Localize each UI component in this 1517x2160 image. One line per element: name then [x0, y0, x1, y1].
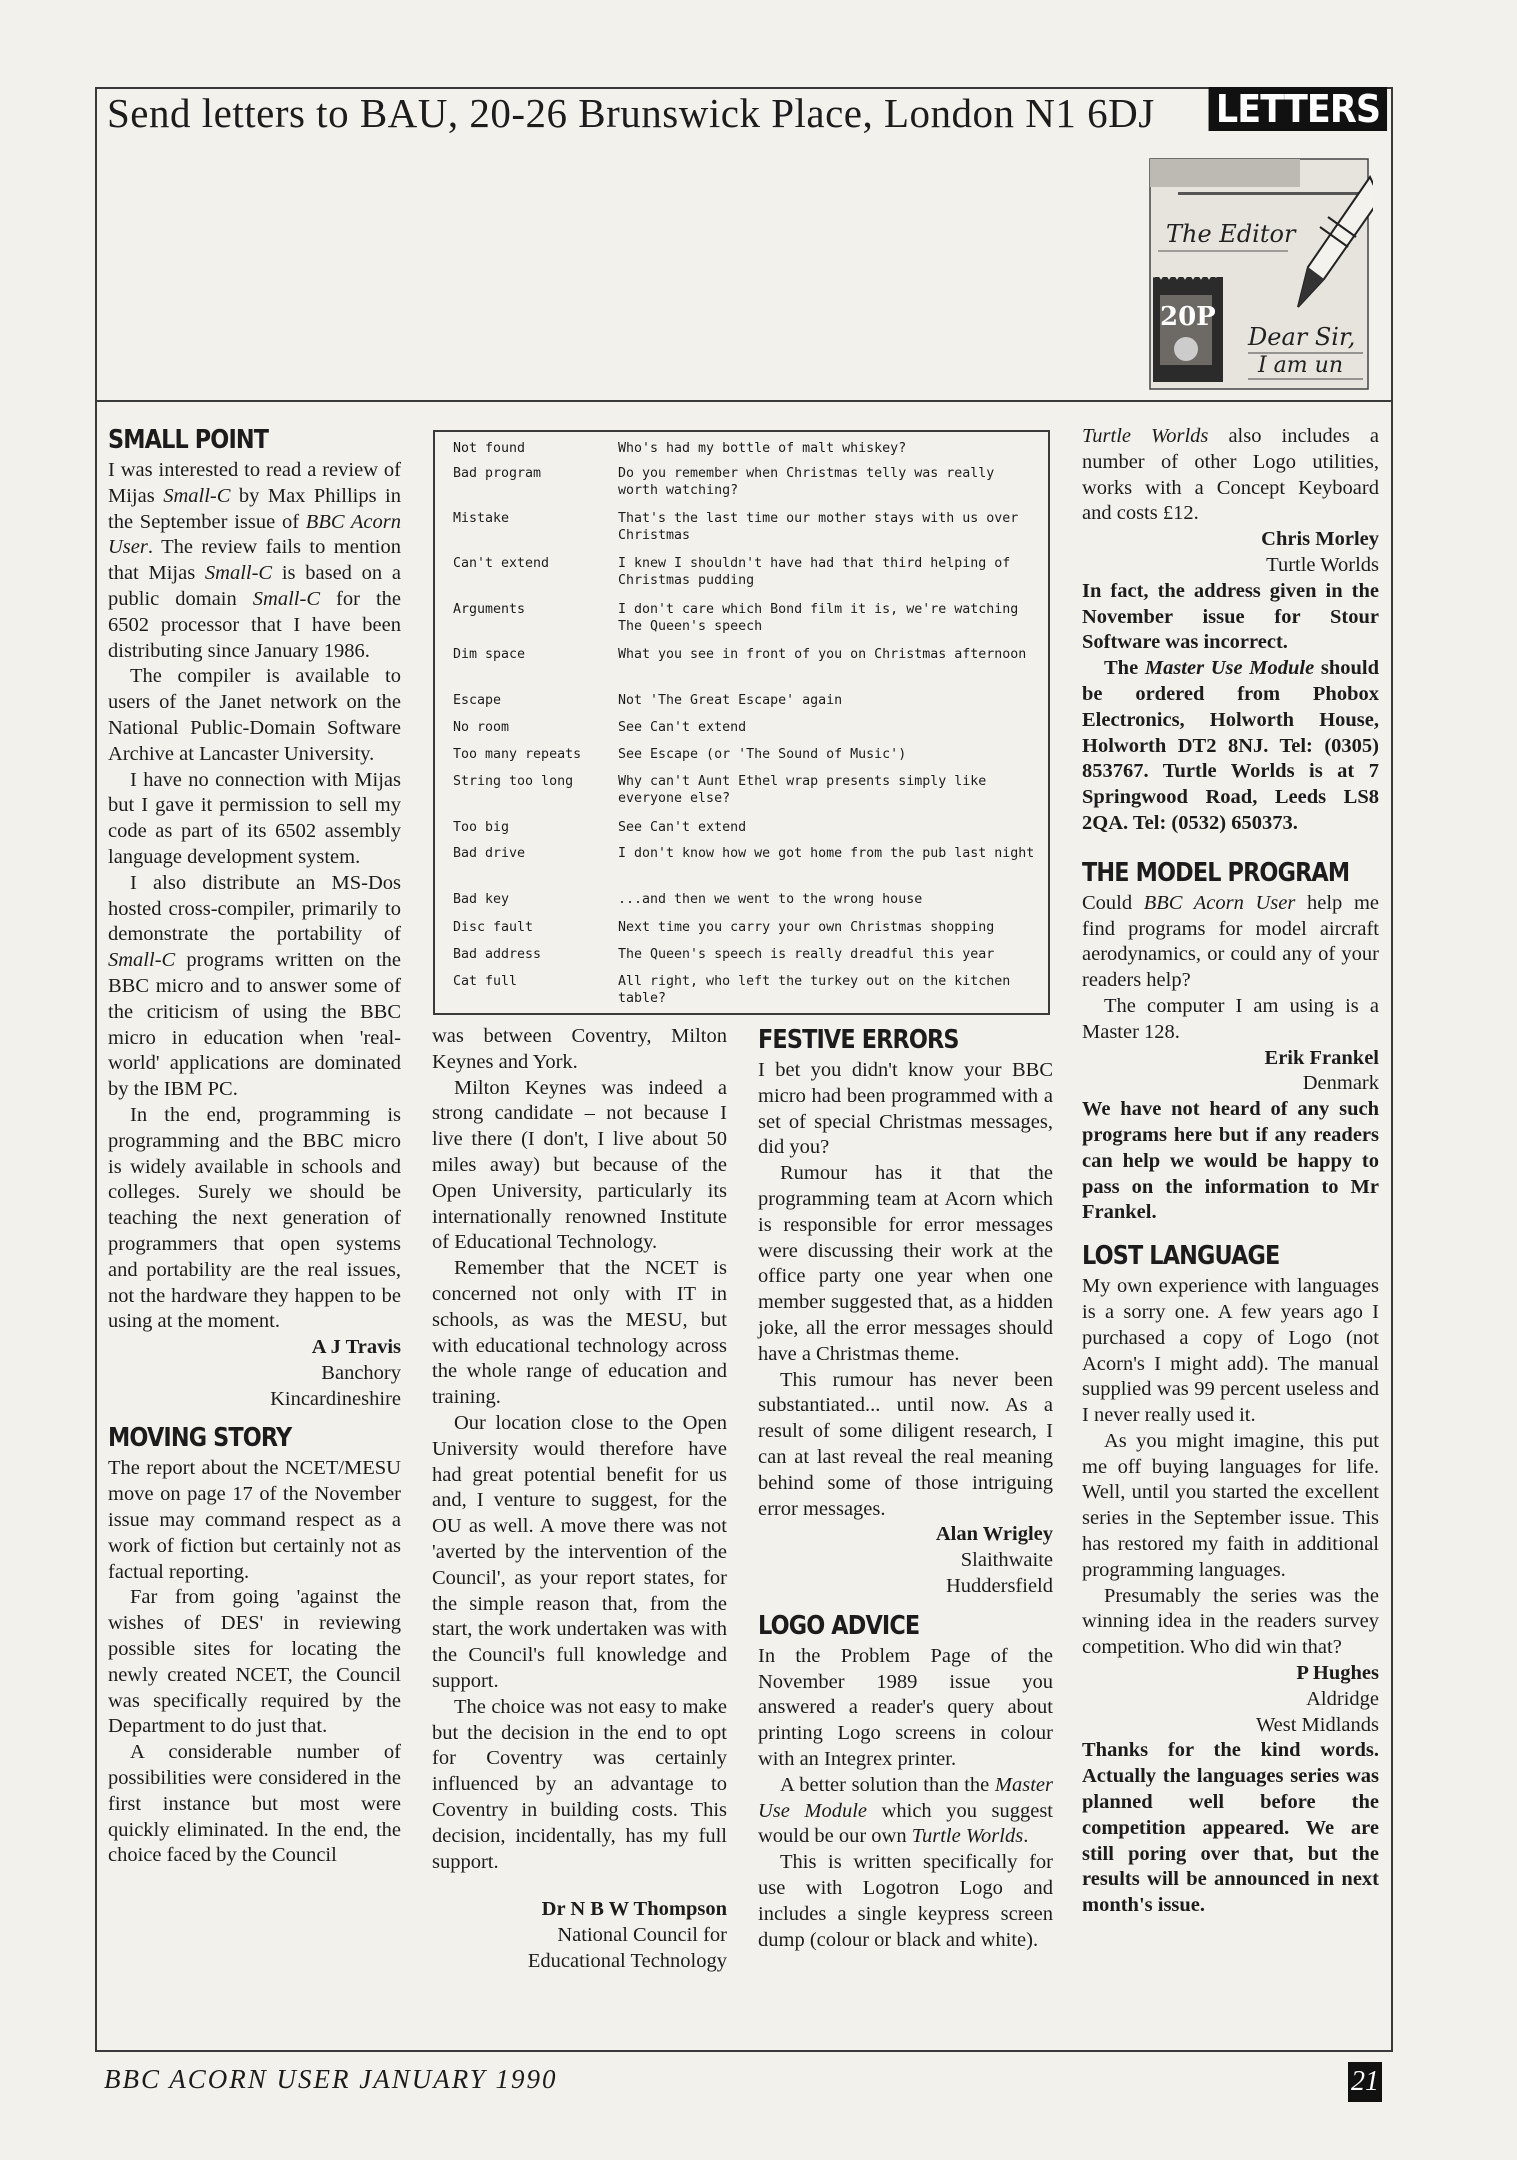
- page-number: 21: [1348, 2062, 1382, 2102]
- small-point-p3: I have no connection with Mijas but I gave it permission to sell my code as part of its 6502 assembly language development system.: [108, 768, 401, 868]
- editor-script: The Editor: [1166, 220, 1296, 248]
- error-meaning: See Escape (or 'The Sound of Music'): [618, 747, 907, 762]
- error-name: Bad address: [453, 947, 542, 962]
- error-name: Too many repeats: [453, 747, 582, 762]
- logo-advice-p3: This is written specifically for use with Logotron Logo and includes a single keypress screen dump (colour or black and white).: [758, 1851, 1053, 1951]
- error-name: Bad key: [453, 892, 510, 907]
- moving-story-p4: Milton Keynes was indeed a strong candidate – not because I live there (I don't, I live about 50 miles away) but because of the Open University, particularly its internationally renowned Institute of Educational Technology.: [432, 1076, 727, 1254]
- error-meaning: That's the last time our mother stays with us over Christmas: [618, 511, 1019, 543]
- error-name: Disc fault: [453, 920, 534, 935]
- logo-advice-signature: Chris Morley Turtle Worlds: [1261, 528, 1379, 576]
- lost-language-p1: My own experience with languages is a sorry one. A few years ago I purchased a copy of Logo (not Acorn's I might add). The manual supplied was 99 percent useless and I never really used it.: [1082, 1275, 1379, 1427]
- lost-language-reply: Thanks for the kind words. Actually the languages series was planned well before the competition appeared. We are still poring over that, but the results will be announced in next month's issue.: [1082, 1739, 1379, 1917]
- error-meaning: I don't care which Bond film it is, we're watching The Queen's speech: [618, 602, 1019, 634]
- error-meaning: All right, who left the turkey out on the kitchen table?: [618, 974, 1011, 1006]
- table-row: [453, 946, 1038, 963]
- lost-language-p2: As you might imagine, this put me off buying languages for life. Well, until you started the excellent series in the September issue. This has restored my faith in additional programming languages.: [1082, 1429, 1379, 1581]
- logo-advice-reply1: In fact, the address given in the November issue for Stour Software was incorrect.: [1082, 579, 1379, 654]
- heading-moving-story: MOVING STORY: [108, 1423, 292, 1454]
- table-row: [453, 692, 1038, 709]
- column-2: [432, 1024, 727, 1975]
- error-meaning: I knew I shouldn't have had that third helping of Christmas pudding: [618, 556, 1011, 588]
- moving-story-p5: Remember that the NCET is concerned not only with IT in schools, as was the MESU, but with educational technology across the whole range of education and training.: [432, 1257, 727, 1409]
- section-tag: LETTERS: [1208, 87, 1387, 131]
- moving-story-p3-cont: was between Coventry, Milton Keynes and York.: [432, 1025, 727, 1073]
- error-name: Mistake: [453, 511, 510, 526]
- table-row: [453, 845, 1038, 862]
- salutation-script: Dear Sir,: [1248, 323, 1356, 351]
- pen-and-letter-illustration: [1148, 157, 1373, 392]
- logo-advice-p1: In the Problem Page of the November 1989 issue you answered a reader's query about printing Logo screens in colour with an Integrex printer.: [758, 1644, 1053, 1770]
- small-point-p2: The compiler is available to users of the Janet network on the National Public-Domain Software Archive at Lancaster University.: [108, 665, 401, 765]
- error-meaning: The Queen's speech is really dreadful this year: [618, 947, 995, 962]
- table-row: [453, 601, 1038, 635]
- moving-story-p7: The choice was not easy to make but the decision in the end to opt for Coventry was certainly influenced by an advantage to Coventry in building costs. This decision, incidentally, has my full support.: [432, 1695, 727, 1873]
- heading-logo-advice: LOGO ADVICE: [758, 1610, 920, 1641]
- moving-story-p6: Our location close to the Open University would therefore have had great potential benefit for us and, I venture to suggest, for the OU as well. A move there was not 'averted by the intervention of the Council', as your report states, for the simple reason that, from the start, the work undertaken was with the Council's full knowledge and support.: [432, 1411, 727, 1692]
- error-name: Can't extend: [453, 556, 550, 571]
- error-meaning: What you see in front of you on Christmas afternoon: [618, 647, 1027, 662]
- error-meaning: Why can't Aunt Ethel wrap presents simply like everyone else?: [618, 774, 987, 806]
- table-row: [453, 819, 1038, 836]
- moving-story-p1: The report about the NCET/MESU move on page 17 of the November issue may command respect as a work of fiction but certainly not as factual reporting.: [108, 1457, 401, 1583]
- festive-errors-signature: Alan Wrigley Slaithwaite Huddersfield: [935, 1523, 1053, 1597]
- moving-story-p2: Far from going 'against the wishes of DES' in reviewing possible sites for locating the newly created NCET, the Council was specifically required by the Department to do just that.: [108, 1586, 401, 1738]
- error-meaning: Not 'The Great Escape' again: [618, 693, 843, 708]
- christmas-error-table: [433, 430, 1050, 1015]
- model-program-p1: Could BBC Acorn User help me find programs for model aircraft aerodynamics, or could any of your readers help?: [1082, 891, 1379, 992]
- error-name: Arguments: [453, 602, 526, 617]
- table-row: [453, 646, 1038, 663]
- table-row: [453, 719, 1038, 736]
- lost-language-signature: P Hughes Aldridge West Midlands: [1255, 1662, 1379, 1736]
- error-meaning: I don't know how we got home from the pub last night: [618, 846, 1035, 861]
- festive-errors-p2: Rumour has it that the programming team at Acorn which is responsible for error messages were discussing their work at the office party one year when one member suggested that, as a hidden joke, all the error messages should have a Christmas theme.: [758, 1162, 1053, 1365]
- error-name: Dim space: [453, 647, 526, 662]
- logo-advice-reply2: The Master Use Module should be ordered from Phobox Electronics, Holworth House, Holworth DT2 8NJ. Tel: (0305) 853767. Turtle Worlds is at 7 Springwood Road, Leeds LS8 2QA. Tel: (0532) 650373.: [1082, 657, 1379, 834]
- table-row: [453, 440, 1038, 457]
- publication-footer: BBC ACORN USER JANUARY 1990: [104, 2064, 558, 2094]
- table-row: [453, 746, 1038, 763]
- heading-festive-errors: FESTIVE ERRORS: [758, 1025, 959, 1055]
- heading-lost-language: LOST LANGUAGE: [1082, 1241, 1280, 1272]
- small-point-p1: I was interested to read a review of Mijas Small-C by Max Phillips in the September issue of BBC Acorn User. The review fails to mention that Mijas Small-C is based on a public domain Small-C for the 6502 processor that I have been distributing since January 1986.: [108, 459, 402, 662]
- error-meaning: ...and then we went to the wrong house: [618, 892, 923, 907]
- error-meaning: Who's had my bottle of malt whiskey?: [618, 441, 907, 456]
- error-name: Bad program: [453, 466, 542, 481]
- table-row: [453, 973, 1038, 1007]
- small-point-p4: I also distribute an MS-Dos hosted cross-compiler, primarily to demonstrate the portability of Small-C programs written on the BBC micro and to answer some of the criticism of using the BBC micro in education when 'real-world' applications are dominated by the IBM PC.: [108, 871, 401, 1101]
- festive-errors-p1: I bet you didn't know your BBC micro had been programmed with a set of special Christmas messages, did you?: [758, 1059, 1053, 1159]
- heading-small-point: SMALL POINT: [108, 425, 269, 455]
- table-row: [453, 919, 1038, 936]
- table-row: [453, 891, 1038, 908]
- page-header: [95, 87, 1393, 402]
- column-3: [758, 1024, 1053, 1953]
- error-meaning: See Can't extend: [618, 720, 747, 735]
- table-row: [453, 465, 1038, 499]
- logo-advice-p2: A better solution than the Master Use Module which you suggest would be our own Turtle Worlds.: [758, 1773, 1053, 1848]
- column-1: [108, 424, 401, 1869]
- table-row: [453, 555, 1038, 589]
- letter-line-script: I am un: [1258, 353, 1343, 378]
- error-name: Not found: [453, 441, 526, 456]
- logo-advice-p4: Turtle Worlds also includes a number of other Logo utilities, works with a Concept Keyboard and costs £12.: [1082, 425, 1379, 525]
- column-4: [1082, 424, 1379, 1919]
- model-program-p2: The computer I am using is a Master 128.: [1082, 994, 1379, 1043]
- error-meaning: See Can't extend: [618, 820, 747, 835]
- error-name: Escape: [453, 693, 502, 708]
- error-name: Cat full: [453, 974, 518, 989]
- stamp-value: 20P: [1160, 302, 1216, 332]
- lost-language-p3: Presumably the series was the winning idea in the readers survey competition. Who did win that?: [1082, 1584, 1379, 1659]
- error-name: Bad drive: [453, 846, 526, 861]
- error-meaning: Next time you carry your own Christmas shopping: [618, 920, 995, 935]
- error-name: No room: [453, 720, 510, 735]
- error-name: Too big: [453, 820, 510, 835]
- model-program-signature: Erik Frankel Denmark: [1264, 1046, 1379, 1095]
- error-meaning: Do you remember when Christmas telly was really worth watching?: [618, 466, 995, 498]
- small-point-signature: A J Travis Banchory Kincardineshire: [270, 1336, 401, 1410]
- address-line: Send letters to BAU, 20-26 Brunswick Place, London N1 6DJ: [107, 90, 1155, 136]
- table-row: [453, 510, 1038, 544]
- table-row: [453, 773, 1038, 807]
- heading-model-program: THE MODEL PROGRAM: [1082, 857, 1350, 888]
- moving-story-p3: A considerable number of possibilities were considered in the first instance but most were quickly eliminated. In the end, the choice faced by the Council: [108, 1741, 401, 1867]
- moving-story-signature: Dr N B W Thompson National Council for Educational Technology: [527, 1898, 727, 1972]
- festive-errors-p3: This rumour has never been substantiated... until now. As a result of some diligent research, I can at last reveal the real meaning behind some of those intriguing error messages.: [758, 1368, 1053, 1520]
- error-name: String too long: [453, 774, 574, 789]
- small-point-p5: In the end, programming is programming and the BBC micro is widely available in schools and colleges. Surely we should be teaching the next generation of programmers that open systems and portability are the real issues, not the hardware they happen to be using at the moment.: [108, 1103, 401, 1333]
- model-program-reply: We have not heard of any such programs here but if any readers can help we would be happy to pass on the information to Mr Frankel.: [1082, 1098, 1379, 1224]
